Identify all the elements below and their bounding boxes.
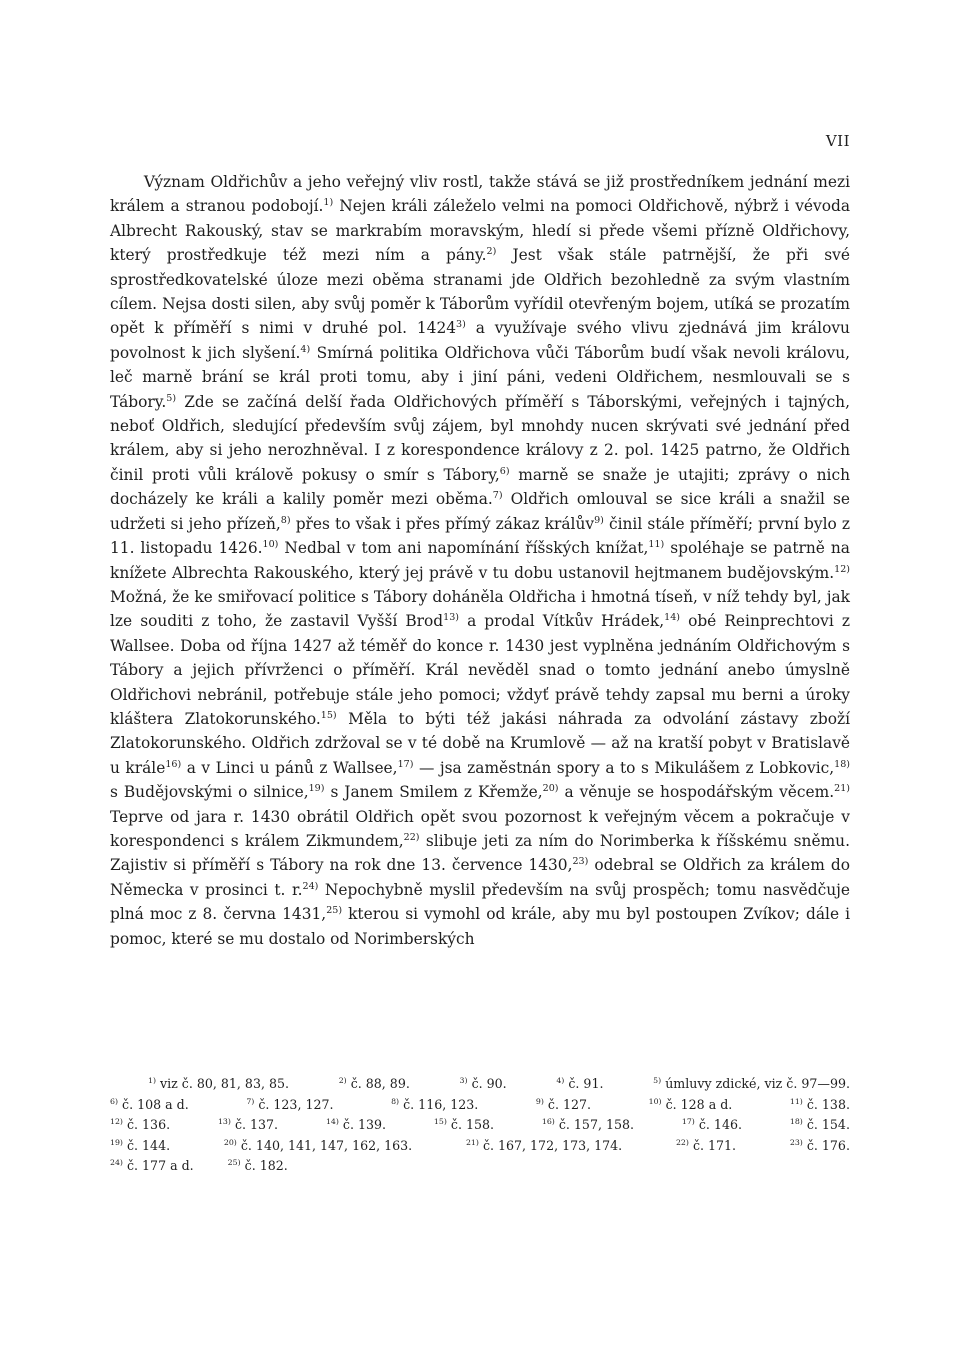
footnote-line <box>110 1115 850 1136</box>
footnote-text: č. 139. <box>342 1117 387 1133</box>
footnote-number: 1) <box>148 1075 157 1085</box>
footnote-number: 6) <box>110 1096 119 1106</box>
footnote-text: č. 177 a d. <box>126 1158 194 1174</box>
footnote-number: 24) <box>110 1158 123 1168</box>
footnote-text: č. 116, 123. <box>403 1096 479 1112</box>
footnote-text: č. 167, 172, 173, 174. <box>482 1137 623 1153</box>
text-segment: s Budějovskými o silnice, <box>110 783 309 802</box>
footnote <box>224 1136 412 1157</box>
text-segment: spoléhaje se patrně na knížete Albrechta Rakouského, který jej právě v tu dobu ustanovil hejtmanem budějovským. <box>110 539 850 582</box>
footnote <box>339 1074 410 1095</box>
footnote-text: č. 154. <box>806 1117 850 1133</box>
footnote-ref: 1) <box>323 197 334 209</box>
footnote-number: 9) <box>535 1096 544 1106</box>
footnote-ref: 8) <box>280 514 291 526</box>
footnote <box>434 1115 494 1136</box>
text-segment: a v Linci u pánů z Wallsee, <box>186 758 398 777</box>
footnote-ref: 12) <box>834 563 850 575</box>
footnote <box>110 1136 170 1157</box>
footnote-line <box>110 1074 850 1095</box>
text-segment: Význam Oldřichův a jeho veřejný vliv rostl, takže stává se již prostředníkem jednání mezi králem a stranou podobojí. <box>110 173 850 216</box>
text-segment: Oldřich omlouval se sice králi a snažil se udržeti si jeho přízeň, <box>110 490 850 533</box>
text-segment: přes to však i přes přímý zákaz králův <box>295 514 595 533</box>
text-segment: Zde se začíná delší řada Oldřichových příměří s Táborskými, veřejných i tajných, neboť Oldřich, sledující především svůj zájem, byl mnohdy nucen skrývati své jednání před králem, aby si jeho nerozhněval. I z korespondence královy z 2. pol. 1425 patrno, že Oldřich činil proti vůli královĕ pokusy o smír s Tábory, <box>110 392 850 484</box>
footnote <box>110 1156 194 1177</box>
footnote <box>228 1156 288 1177</box>
footnote-line <box>110 1136 850 1157</box>
footnote-line <box>110 1156 850 1177</box>
footnote-number: 16) <box>541 1117 555 1126</box>
footnote <box>460 1074 507 1095</box>
footnote-text: viz č. 80, 81, 83, 85. <box>160 1076 289 1091</box>
footnote-number: 5) <box>653 1075 662 1085</box>
footnote <box>110 1095 189 1116</box>
text-segment: slibuje jeti za ním do Norimberka k říšskému sněmu. Zajistiv si příměří s Tábory na rok dne 13. července 1430, <box>110 831 850 875</box>
footnote <box>110 1115 170 1136</box>
footnote <box>542 1115 634 1136</box>
footnote-text: č. 137. <box>234 1117 279 1133</box>
footnote-number: 18) <box>789 1117 803 1126</box>
footnote-text: č. 171. <box>692 1137 737 1153</box>
footnote-ref: 17) <box>397 758 414 770</box>
footnote <box>556 1074 603 1095</box>
footnote-number: 20) <box>223 1137 237 1147</box>
footnote-ref: 9) <box>594 514 604 526</box>
footnote-text: č. 108 a d. <box>122 1096 189 1112</box>
footnote <box>326 1115 386 1136</box>
footnote-ref: 13) <box>443 612 459 624</box>
text-segment: Jest však stále patrnější, že při své sprostředkovatelské úloze mezi oběma stranami jde Oldřich bezohledně za svým vlastním cílem. Nejsa dosti silen, aby svůj poměr k Táborům vyřídil otevřeným bojem, utíká se prozatím opět k příměří s nimi v druhé pol. 1424 <box>110 246 850 338</box>
footnote-number: 8) <box>391 1096 400 1106</box>
text-segment: marně se snaže je utajiti; zprávy o nich docházely ke králi a kalily poměr mezi oběma. <box>110 465 850 509</box>
footnote-number: 4) <box>556 1075 565 1085</box>
text-segment: Měla to býti též jakási náhrada za odvolání zástavy zboží Zlatokorunského. Oldřich zdržoval se v té době na Krumlově — až na kratší pobyt v Bratislavě u krále <box>110 709 850 777</box>
footnote <box>790 1095 850 1116</box>
text-segment: s Janem Smilem z Křemže, <box>330 783 543 802</box>
footnote-number: 21) <box>465 1137 479 1147</box>
text-segment: Možná, že ke smiřovací politice s Tábory doháněla Oldřicha i hmotná tíseň, v níž tehdy byl, jak lze souditi z toho, že zastavil Vyšší Brod <box>110 587 850 631</box>
footnote <box>790 1115 850 1136</box>
footnote-number: 19) <box>110 1137 123 1147</box>
footnote <box>653 1074 850 1095</box>
footnote <box>649 1095 733 1116</box>
page-number: VII <box>825 132 850 150</box>
footnote-ref: 5) <box>166 392 177 404</box>
footnote-number: 14) <box>325 1117 339 1126</box>
footnote-ref: 22) <box>403 831 420 843</box>
footnote-text: č. 158. <box>450 1117 494 1133</box>
footnote-ref: 23) <box>572 856 589 868</box>
footnote <box>466 1136 622 1157</box>
footnote-text: č. 144. <box>126 1137 171 1153</box>
footnote-ref: 10) <box>262 538 279 550</box>
footnote-ref: 2) <box>486 246 497 258</box>
footnote-ref: 19) <box>308 783 325 795</box>
footnote-text: č. 157, 158. <box>558 1117 635 1133</box>
footnote-text: č. 138. <box>806 1096 850 1112</box>
footnote-ref: 25) <box>326 905 343 917</box>
text-segment: Smírná politika Oldřichova vůči Táborům budí však nevoli královu, leč marně brání se král proti tomu, aby i jiní páni, vedeni Oldřichem, nesmlouvali se s Tábory. <box>110 343 850 411</box>
footnote-number: 10) <box>648 1096 662 1106</box>
text-segment: a prodal Vítkův Hrádek, <box>467 612 665 631</box>
footnote-line <box>110 1095 850 1116</box>
footnote-text: č. 128 a d. <box>665 1096 733 1112</box>
footnote-number: 15) <box>433 1117 447 1126</box>
footnote-number: 2) <box>338 1075 347 1085</box>
text-segment: obé Reinprechtovi z Wallsee. Doba od října 1427 až téměř do konce r. 1430 jest vyplněna jednáním Oldřichovým s Tábory a jejich přívrženci o příměří. Král nevěděl snad o tomto jednání anebo úmyslně Oldřichovi nebránil, potřebuje stále jeho pomoci; vždyť právě tehdy zapsal mu berni a úroky kláštera Zlatokorunského. <box>110 612 850 728</box>
footnote-text: č. 136. <box>126 1117 171 1133</box>
main-text <box>110 170 850 951</box>
footnote-number: 11) <box>789 1096 803 1106</box>
text-segment: činil stále příměří; první bylo z 11. listopadu 1426. <box>110 514 850 558</box>
footnote-ref: 15) <box>320 709 337 721</box>
footnote-number: 23) <box>789 1137 803 1147</box>
footnote-ref: 11) <box>648 538 665 550</box>
footnote <box>218 1115 278 1136</box>
footnote-text: č. 91. <box>568 1076 604 1091</box>
footnote-number: 17) <box>681 1117 695 1126</box>
footnote-ref: 14) <box>664 612 680 624</box>
footnote-number: 3) <box>459 1075 468 1085</box>
footnote-ref: 4) <box>300 343 311 355</box>
footnote-ref: 3) <box>456 319 466 331</box>
footnote-number: 7) <box>246 1096 255 1106</box>
footnote-number: 25) <box>227 1158 241 1168</box>
footnote-ref: 24) <box>302 880 319 892</box>
footnote-number: 12) <box>110 1117 123 1126</box>
footnote-text: č. 123, 127. <box>258 1096 334 1112</box>
text-segment: a věnuje se hospodářským věcem. <box>564 783 835 802</box>
footnote <box>682 1115 742 1136</box>
footnote-text: č. 90. <box>471 1076 507 1091</box>
footnote <box>536 1095 591 1116</box>
footnote-ref: 16) <box>165 758 182 770</box>
footnote-number: 22) <box>675 1137 689 1147</box>
text-segment: Nepochybně myslil především na svůj prospěch; tomu nasvědčuje plná moc z 8. června 1431, <box>110 880 850 924</box>
footnote <box>676 1136 736 1157</box>
footnote-ref: 6) <box>499 465 510 477</box>
text-segment: Nejen králi záleželo velmi na pomoci Oldřichově, nýbrž i vévoda Albrecht Rakouský, stav se markrabím moravským, hledí si přede všemi přízně Oldřichovy, který prostředkuje též mezi ním a pány. <box>110 197 850 265</box>
footnote-text: č. 176. <box>806 1137 850 1153</box>
footnote-number: 13) <box>217 1117 231 1126</box>
footnote-ref: 21) <box>834 783 850 795</box>
text-segment: — jsa zaměstnán spory a to s Mikulášem z Lobkovic, <box>418 758 835 777</box>
text-segment: kterou si vymohl od krále, aby mu byl postoupen Zvíkov; dále i pomoc, které se mu dostalo od Norimberských <box>110 905 850 948</box>
footnote-text: č. 182. <box>244 1158 288 1174</box>
footnote <box>391 1095 478 1116</box>
footnote-text: č. 146. <box>698 1117 742 1133</box>
footnote-ref: 18) <box>834 758 851 770</box>
text-segment: Teprve od jara r. 1430 obrátil Oldřich opět svou pozornost k veřejným věcem a pokračuje v korespondenci s králem Zikmundem, <box>110 807 850 850</box>
footnote <box>148 1074 289 1095</box>
text-segment: odebral se Oldřich za králem do Německa v prosinci t. r. <box>110 856 850 899</box>
text-segment: a využívaje svého vlivu zjednává jim královu povolnost k jich slyšení. <box>110 319 850 362</box>
footnote-ref: 20) <box>542 783 559 795</box>
footnote-text: úmluvy zdické, viz č. 97—99. <box>665 1076 850 1091</box>
footnote-text: č. 88, 89. <box>350 1076 410 1091</box>
text-segment: Nedbal v tom ani napomínání říšských knížat, <box>284 539 649 558</box>
footnote-ref: 7) <box>492 490 503 502</box>
footnote <box>246 1095 333 1116</box>
footnote <box>790 1136 850 1157</box>
footnote-text: č. 140, 141, 147, 162, 163. <box>240 1137 413 1153</box>
footnote-text: č. 127. <box>547 1096 592 1112</box>
footnotes <box>110 1074 850 1177</box>
